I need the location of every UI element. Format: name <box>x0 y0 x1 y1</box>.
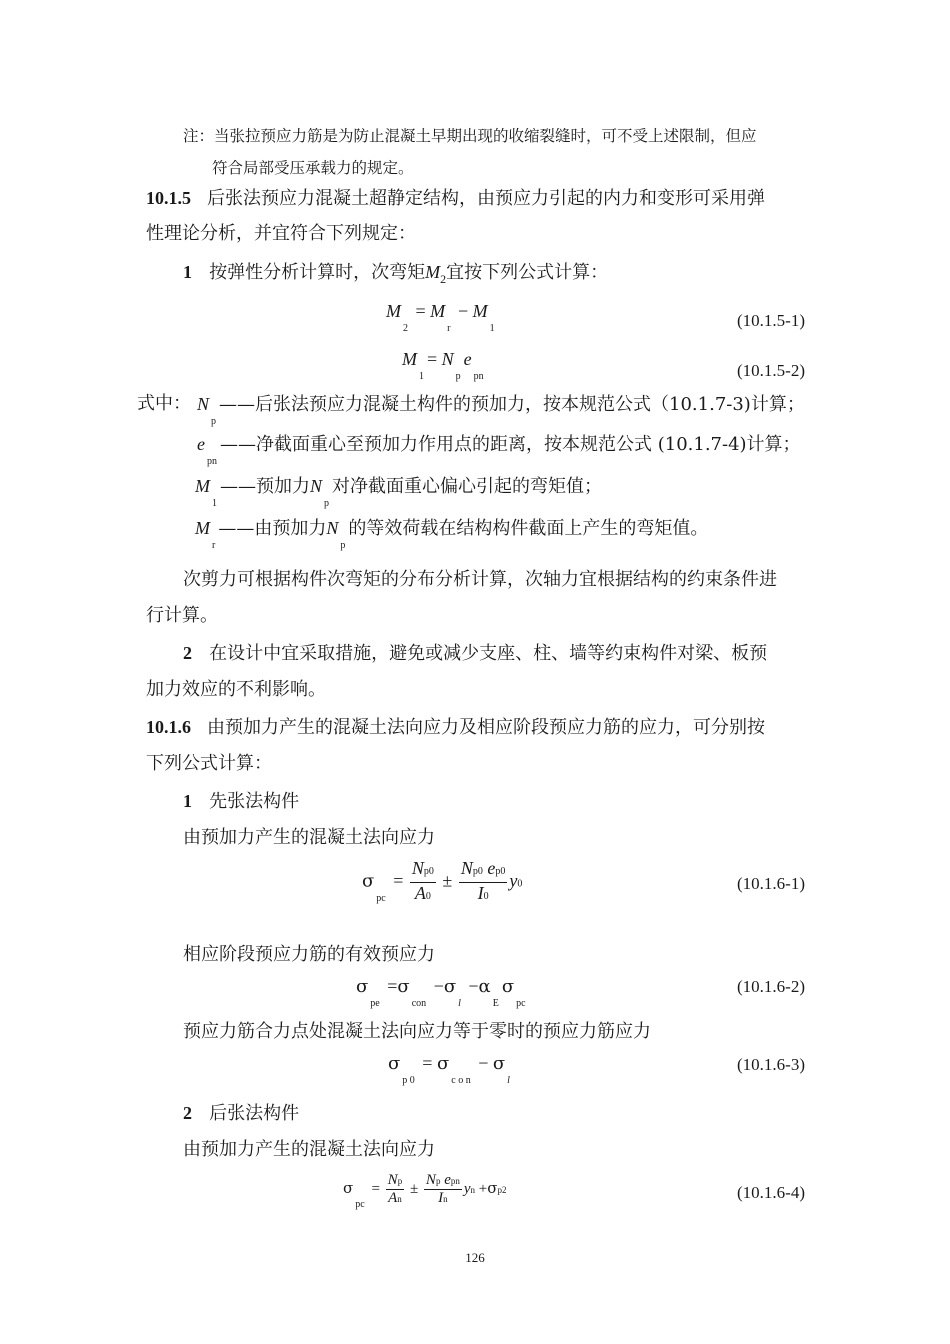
item-number: 1 <box>183 262 192 282</box>
text-zero-stress: 预应力筋合力点处混凝土法向应力等于零时的预应力筋应力 <box>183 1021 651 1042</box>
page-number: 126 <box>465 1250 485 1265</box>
formula-number: (10.1.6-4) <box>737 1183 805 1202</box>
subitem-pretensioned <box>183 789 805 814</box>
formula-10-1-5-1: $M_2 = M_r - M_1$ <box>386 301 495 334</box>
item-2 <box>183 641 805 666</box>
clause-text: 后张法预应力混凝土超静定结构，由预应力引起的内力和变形可采用弹 <box>207 188 765 209</box>
subitem-post-tensioned <box>183 1101 805 1126</box>
formula-number: (10.1.5-1) <box>737 311 805 330</box>
symbol-m: M <box>425 262 441 282</box>
formula-10-1-6-1: $\sigma_{pc}$ = $\frac{Np0}{A0}$ ± $\frac{Np0 ep0}{I0}$ y0 <box>362 858 523 904</box>
item-title: 先张法构件 <box>209 791 300 812</box>
formula-number: (10.1.5-2) <box>737 361 805 380</box>
clause-10-1-6-line-2: 下列公式计算： <box>146 753 272 774</box>
item-title: 后张法构件 <box>209 1103 300 1124</box>
clause-number: 10.1.5 <box>146 188 191 208</box>
item-number: 2 <box>183 1103 192 1123</box>
paragraph-secondary-forces: 次剪力可根据构件次弯矩的分布分析计算，次轴力宜根据结构的约束条件进 <box>183 569 777 590</box>
note-line-2: 符合局部受压承载力的规定。 <box>212 159 414 177</box>
definition-m1: $M_1——$预加力$N_p$对净截面重心偏心引起的弯矩值； <box>195 476 603 509</box>
clause-10-1-5 <box>146 186 805 211</box>
note-line-1: 注：当张拉预应力筋是为防止混凝土早期出现的收缩裂缝时，可不受上述限制，但应 <box>183 127 757 145</box>
paragraph-secondary-forces-line-2: 行计算。 <box>146 605 218 626</box>
where-label: 式中： <box>137 393 191 414</box>
item-text-post: 宜按下列公式计算： <box>446 262 609 283</box>
symbol-sub: 2 <box>440 272 447 286</box>
text-concrete-stress: 由预加力产生的混凝土法向应力 <box>183 827 435 848</box>
formula-10-1-6-3: $\sigma_{p 0} = \sigma_{c o n} - \sigma_l$ <box>388 1053 510 1086</box>
formula-number: (10.1.6-1) <box>737 874 805 893</box>
item-2-line-2: 加力效应的不利影响。 <box>146 679 326 700</box>
text-concrete-stress-post: 由预加力产生的混凝土法向应力 <box>183 1139 435 1160</box>
clause-text: 由预加力产生的混凝土法向应力及相应阶段预应力筋的应力，可分别按 <box>207 717 765 738</box>
formula-number: (10.1.6-3) <box>737 1055 805 1074</box>
formula-10-1-6-4: $\sigma_{pc}$ = $\frac{Np}{An}$ ± $\frac{\text{Np epn}}{In}$ yn +σp2 <box>343 1172 507 1210</box>
definition-np: $N_p——$后张法预应力混凝土构件的预加力，按本规范公式（10.1.7-3)计算； <box>197 394 805 427</box>
clause-10-1-6 <box>146 715 805 740</box>
definition-epn: $e_{pn}——$净截面重心至预加力作用点的距离，按本规范公式 (10.1.7-4)计算； <box>197 434 801 467</box>
formula-10-1-5-2: $M_1= N_pe_{pn}$ <box>402 349 484 382</box>
item-number: 1 <box>183 791 192 811</box>
item-text: 在设计中宜采取措施，避免或减少支座、柱、墙等约束构件对梁、板预 <box>209 643 768 664</box>
formula-number: (10.1.6-2) <box>737 977 805 996</box>
definition-mr: $M_r——$由预加力$N_p$的等效荷载在结构构件截面上产生的弯矩值。 <box>195 518 709 551</box>
formula-10-1-6-2: $\sigma_{pe} =\sigma_{con} -\sigma_l -\alpha_E\sigma_{pc}$ <box>356 976 526 1009</box>
item-text-pre: 按弹性分析计算时，次弯矩 <box>209 262 426 283</box>
clause-number: 10.1.6 <box>146 717 191 737</box>
item-number: 2 <box>183 643 192 663</box>
text-effective-prestress: 相应阶段预应力筋的有效预应力 <box>183 944 435 965</box>
item-1 <box>183 260 805 291</box>
clause-10-1-5-line-2: 性理论分析，并宜符合下列规定： <box>146 223 416 244</box>
